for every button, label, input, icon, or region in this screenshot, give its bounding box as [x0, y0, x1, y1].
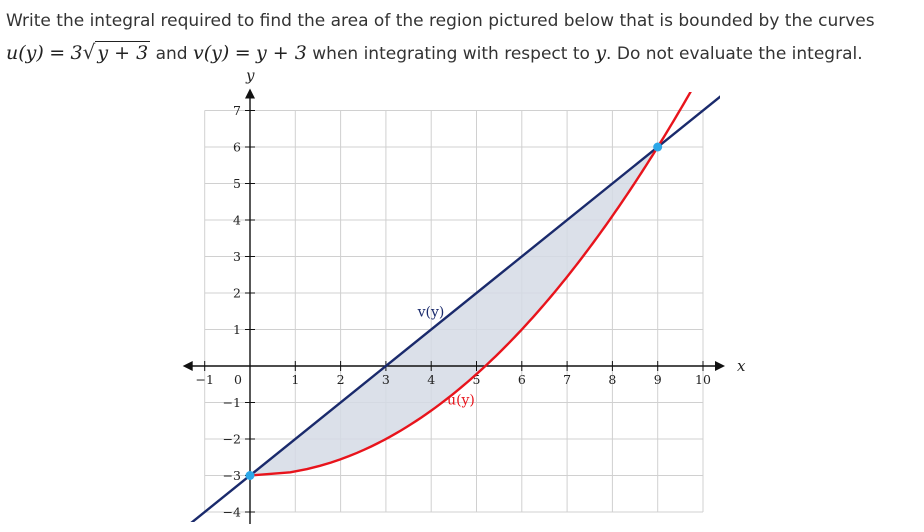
integration-variable: y — [595, 42, 607, 64]
x-tick-label: 7 — [563, 372, 572, 387]
y-tick-label: 6 — [233, 139, 241, 155]
equals-sign-1: = — [49, 42, 66, 64]
u-radicand: y + 3 — [97, 42, 149, 64]
y-tick-label: 2 — [233, 285, 241, 301]
v-function-label: v(y) — [193, 42, 230, 64]
x-tick-label: 9 — [653, 372, 662, 387]
x-tick-label: 1 — [291, 372, 300, 387]
x-tick-label: 5 — [472, 372, 481, 387]
u-coefficient: 3 — [70, 42, 83, 64]
y-tick-label: 4 — [233, 212, 241, 228]
intersection-point — [246, 471, 255, 480]
arrow-up-icon — [245, 89, 255, 99]
x-tick-label: 10 — [695, 372, 711, 387]
u-curve-label: u(y) — [447, 392, 475, 409]
coordinate-axes — [183, 89, 725, 525]
y-tick-label: 7 — [233, 103, 241, 118]
v-expression: y + 3 — [256, 42, 307, 64]
y-axis-label: y — [246, 66, 255, 85]
u-function-label: u(y) — [6, 42, 44, 64]
y-tick-label: 3 — [233, 249, 241, 264]
y-tick-label: 5 — [233, 176, 241, 191]
sqrt-icon: √ — [82, 40, 96, 64]
y-tick-label: −4 — [222, 504, 241, 520]
problem-line-1: Write the integral required to find the area of the region pictured below that is bounded by the curves — [6, 11, 875, 31]
instruction-tail-1: when integrating with respect to — [312, 44, 590, 64]
x-tick-label: 6 — [517, 372, 526, 387]
x-tick-label: 2 — [336, 372, 345, 387]
x-tick-label: 8 — [608, 372, 617, 387]
v-curve-label: v(y) — [417, 304, 445, 321]
arrow-right-icon — [715, 361, 725, 371]
intersection-point — [653, 143, 662, 152]
v-curve-line — [187, 96, 722, 527]
and-word: and — [155, 44, 188, 64]
x-tick-label: 3 — [381, 372, 390, 387]
instruction-tail-2: . Do not evaluate the integral. — [606, 44, 863, 64]
y-tick-label: 1 — [233, 322, 241, 337]
y-tick-label: −1 — [222, 395, 241, 410]
equals-sign-2: = — [234, 42, 251, 64]
y-tick-label: −3 — [222, 468, 241, 483]
x-tick-label: 4 — [427, 372, 436, 387]
arrow-left-icon — [183, 361, 193, 371]
x-axis-label: x — [737, 357, 746, 375]
x-tick-label: 0 — [234, 372, 242, 387]
x-tick-label: −1 — [195, 372, 214, 387]
y-tick-label: −2 — [222, 431, 241, 447]
